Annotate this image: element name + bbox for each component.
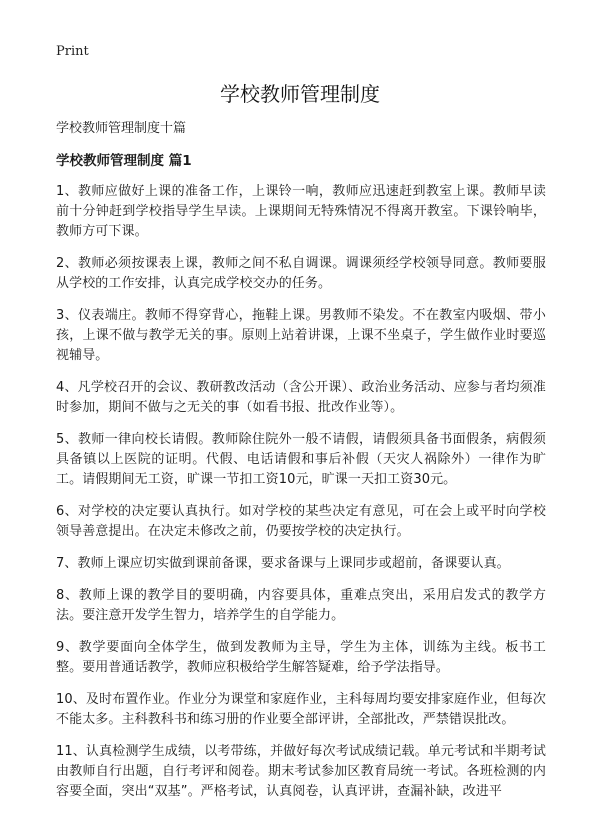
paragraph-6: 6、对学校的决定要认真执行。如对学校的某些决定有意见，可在会上或平时向学校领导善意提出。在决定未修改之前，仍要按学校的决定执行。 [56,504,546,539]
paragraph-5: 5、教师一律向校长请假。教师除住院外一般不请假，请假须具备书面假条，病假须具备镇以上医院的证明。代假、电话请假和事后补假（天灾人祸除外）一律作为旷工。请假期间无工资，旷课一节扣工资10元，旷课一天扣工资30元。 [56,432,546,487]
document-body [56,120,546,814]
paragraph-4: 4、凡学校召开的会议、教研教改活动（含公开课）、政治业务活动、应参与者均须准时参加，期间不做与之无关的事（如看书报、批改作业等）。 [56,380,546,415]
paragraph-9: 9、教学要面向全体学生，做到发教师为主导，学生为主体，训练为主线。板书工整。要用普通话教学，教师应积极给学生解答疑难，给予学法指导。 [56,640,546,675]
paragraph-1: 1、教师应做好上课的准备工作，上课铃一响，教师应迅速赶到教室上课。教师早读前十分钟赶到学校指导学生早读。上课期间无特殊情况不得离开教室。下课铃响毕，教师方可下课。 [56,184,546,239]
document-subtitle: 学校教师管理制度十篇 [56,121,187,136]
paragraph-2: 2、教师必须按课表上课，教师之间不私自调课。调课须经学校领导同意。教师要服从学校的工作安排，认真完成学校交办的任务。 [56,256,546,291]
paragraph-3: 3、仪表端庄。教师不得穿背心，拖鞋上课。男教师不染发。不在教室内吸烟、带小孩，上课不做与教学无关的事。原则上站着讲课，上课不坐桌子，学生做作业时要巡视辅导。 [56,308,546,363]
paragraph-8: 8、教师上课的教学目的要明确，内容要具体，重难点突出，采用启发式的教学方法。要注意开发学生智力，培养学生的自学能力。 [56,588,546,623]
paragraph-7: 7、教师上课应切实做到课前备课，要求备课与上课同步或超前，备课要认真。 [56,556,510,571]
page-title: 学校教师管理制度 [220,82,380,106]
print-link[interactable]: Print [56,44,89,59]
section-heading: 学校教师管理制度 篇1 [56,153,192,169]
paragraph-11: 11、认真检测学生成绩，以考带练，并做好每次考试成绩记载。单元考试和半期考试由教师自行出题，自行考评和阅卷。期末考试参加区教育局统一考试。各班检测的内容要全面，突出“双基”。严格考试，认真阅卷，认真评讲，查漏补缺，改进平 [56,744,546,799]
paragraph-10: 10、及时布置作业。作业分为课堂和家庭作业，主科每周均要安排家庭作业，但每次不能太多。主科教科书和练习册的作业要全部评讲，全部批改，严禁错误批改。 [56,692,546,727]
